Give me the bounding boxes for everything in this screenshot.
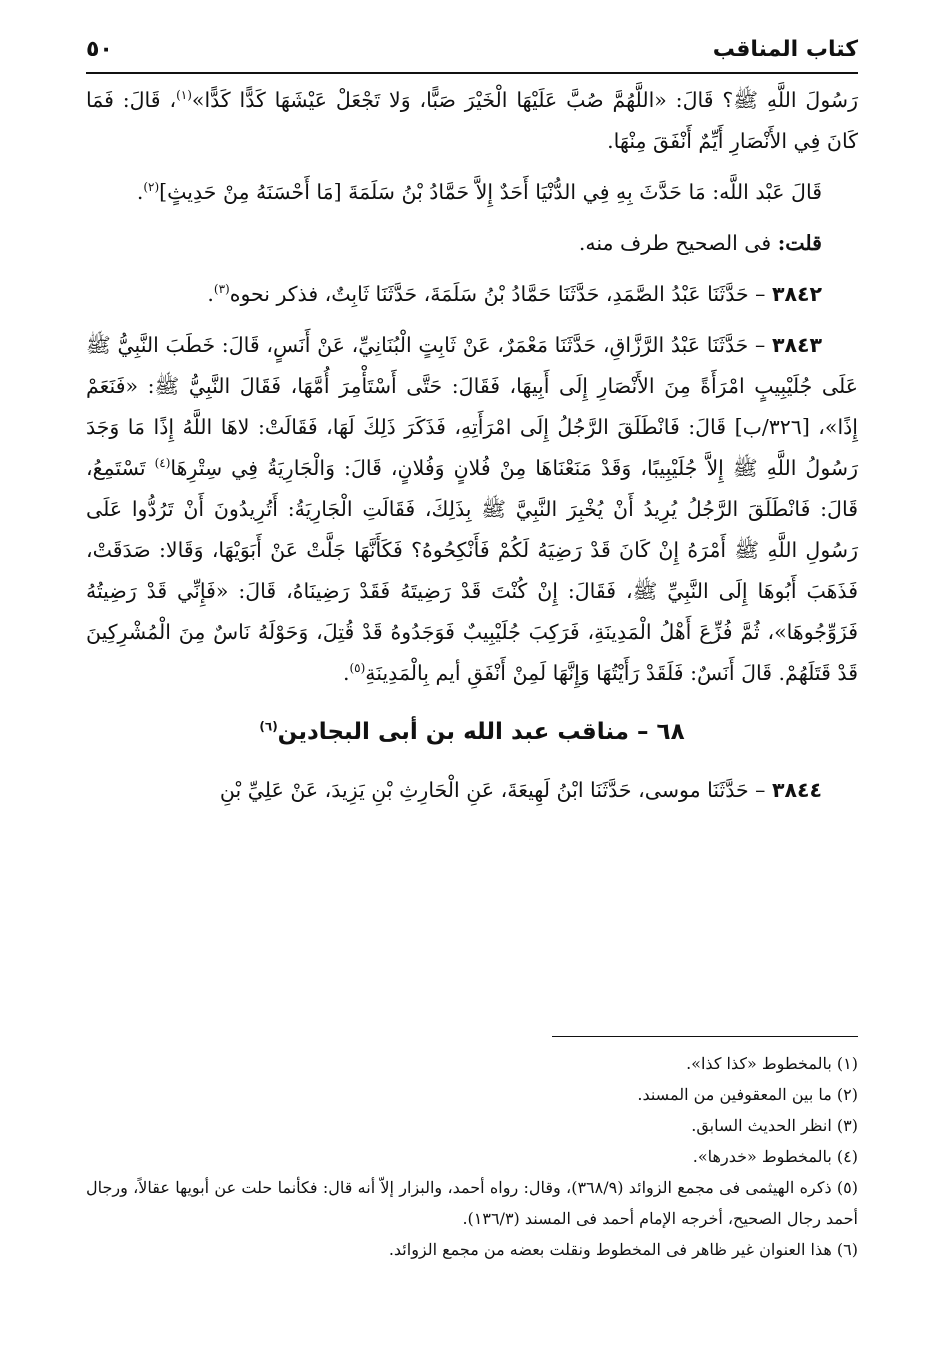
hadith-3842 — [86, 274, 858, 315]
text-span: تَسْتَمِعُ، قَالَ: فَانْطَلَقَ الرَّجُلُ يُرِيدُ أَنْ يُخْبِرَ النَّبِيَّ ﷺ بِذَلِكَ، فَقَالَتِ الْجَارِيَةُ: أَتُرِيدُونَ أَنْ تَرُدُّوا عَلَى رَسُولِ اللَّهِ ﷺ أَمْرَهُ إِنْ كَانَ قَدْ رَضِيَهُ لَكُمْ فَأَنْكِحُوهُ؟ فَكَأَنَّهَا جَلَّتْ عَنْ أَبَوَيْهَا، وَقَالا: صَدَقَتْ، فَذَهَبَ أَبُوهَا إِلَى النَّبِيِّ ﷺ، فَقَالَ: إِنْ كُنْتَ قَدْ رَضِيتَهُ فَقَدْ رَضِينَاهُ، قَالَ: «فَإِنِّي قَدْ رَضِيتُهُ فَزَوِّجُوهَا»، ثُمَّ فُزِّعَ أَهْلُ الْمَدِينَةِ، فَرَكِبَ جُلَيْبِيبٌ فَوَجَدُوهُ قَدْ قُتِلَ، وَحَوْلَهُ نَاسٌ مِنَ الْمُشْرِكِينَ قَدْ قَتَلَهُمْ. قَالَ أَنَسٌ: فَلَقَدْ رَأَيْتُهَا وَإِنَّهَا لَمِنْ أَنْفَقِ أيم بِالْمَدِينَةِ — [86, 456, 858, 685]
hadith-number: ٣٨٤٣ — [771, 333, 822, 357]
footnotes — [86, 1048, 858, 1265]
footnote-ref: (٥) — [349, 661, 366, 676]
text-span: – حَدَّثَنَا عَبْدُ الرَّزَّاقِ، حَدَّثَنَا مَعْمَرٌ، عَنْ ثَابِتٍ الْبُنَانِيِّ، عَنْ أَنَسٍ، قَالَ: خَطَبَ النَّبِيُّ ﷺ عَلَى جُلَيْبِيبٍ امْرَأَةً مِنَ الأَنْصَارِ إِلَى أَبِيهَا، فَقَالَ: حَتَّى أَسْتَأْمِرَ أُمَّهَا، فَقَالَ النَّبِيُّ ﷺ: «فَنَعَمْ إِذًا»، [٣٢٦/ب] قَالَ: فَانْطَلَقَ الرَّجُلُ إِلَى امْرَأَتِهِ، فَذَكَرَ ذَلِكَ لَهَا، فَقَالَتْ: لاهَا اللَّهُ إِذًا مَا وَجَدَ رَسُولُ اللَّهِ ﷺ إِلاَّ جُلَيْبِيبًا، وَقَدْ مَنَعْنَاهَا مِنْ فُلانٍ وَفُلانٍ، قَالَ: وَالْجَارِيَةُ فِي سِتْرِهَا — [86, 333, 858, 480]
text-span: – حَدَّثَنَا موسى، حَدَّثَنَا ابْنُ لَهِيعَةَ، عَنِ الْحَارِثِ بْنِ يَزِيدَ، عَنْ عَلِيِّ بْنِ — [219, 778, 772, 802]
text-span: ، قَالَ: فَمَا كَانَ فِي الأَنْصَارِ أَيِّمٌ أَنْفَقَ مِنْهَا. — [86, 88, 858, 153]
hadith-number: ٣٨٤٢ — [771, 282, 822, 306]
header-rule — [86, 72, 858, 74]
chapter-heading — [86, 712, 858, 752]
footnote-ref: (٦) — [259, 719, 278, 734]
text-span: . — [342, 661, 350, 685]
footnote-ref: (٤) — [154, 456, 171, 471]
footnote-ref: (٣) — [213, 282, 230, 297]
text-span: قَالَ عَبْد اللَّه: مَا حَدَّثَ بِهِ فِي الدُّنْيَا أَحَدٌ إِلاَّ حَمَّادُ بْنُ سَلَمَةَ [مَا أَحْسَنَهُ مِنْ حَدِيثٍ] — [159, 180, 822, 204]
text-span: . — [136, 180, 144, 204]
running-header — [86, 30, 858, 68]
paragraph-qultu — [86, 223, 858, 264]
paragraph-narrator-note — [86, 172, 858, 213]
text-span: رَسُولَ اللَّهِ ﷺ؟ قَالَ: «اللَّهُمَّ صُبَّ عَلَيْهَا الْخَيْرَ صَبًّا، وَلا تَجْعَلْ عَيْشَهَا كَدًّا كَدًّا» — [191, 88, 858, 112]
text-span: . — [207, 282, 214, 306]
footnote-1: (١) بالمخطوط «كذا كذا». — [686, 1054, 858, 1073]
hadith-3843 — [86, 325, 858, 694]
chapter-title: ٦٨ – مناقب عبد الله بن أبى البجادين — [277, 719, 685, 745]
hadith-number: ٣٨٤٤ — [771, 778, 822, 802]
paragraph-continuation — [86, 80, 858, 162]
footnote-5: (٥) ذكره الهيثمى فى مجمع الزوائد (٣٦٨/٩)، وقال: رواه أحمد، والبزار إلاّ أنه قال: فكأنما حلت عن أبويها عقالاً، ورجال أحمد رجال الصحيح، أخرجه الإمام أحمد فى المسند (١٣٦/٣). — [86, 1178, 858, 1228]
text-span: – حَدَّثَنَا عَبْدُ الصَّمَدِ، حَدَّثَنَا حَمَّادُ بْنُ سَلَمَةَ، حَدَّثَنَا ثَابِتٌ، فذكر نحوه — [229, 282, 772, 306]
footnote-3: (٣) انظر الحديث السابق. — [691, 1116, 858, 1135]
footnote-4: (٤) بالمخطوط «خدرها». — [692, 1147, 858, 1166]
footnote-6: (٦) هذا العنوان غير ظاهر فى المخطوط ونقلت بعضه من مجمع الزوائد. — [388, 1240, 858, 1259]
book-title: كتاب المناقب — [712, 36, 858, 62]
footnote-rule — [552, 1036, 858, 1037]
footnote-ref: (١) — [176, 88, 192, 103]
page-number: ٥٠ — [86, 36, 113, 62]
footnote-ref: (٢) — [143, 180, 160, 195]
qultu-label: قلت: — [777, 231, 822, 255]
text-span: فى الصحيح طرف منه. — [578, 231, 778, 255]
main-text — [86, 80, 858, 821]
footnote-2: (٢) ما بين المعقوفين من المسند. — [637, 1085, 858, 1104]
hadith-3844 — [86, 770, 858, 811]
